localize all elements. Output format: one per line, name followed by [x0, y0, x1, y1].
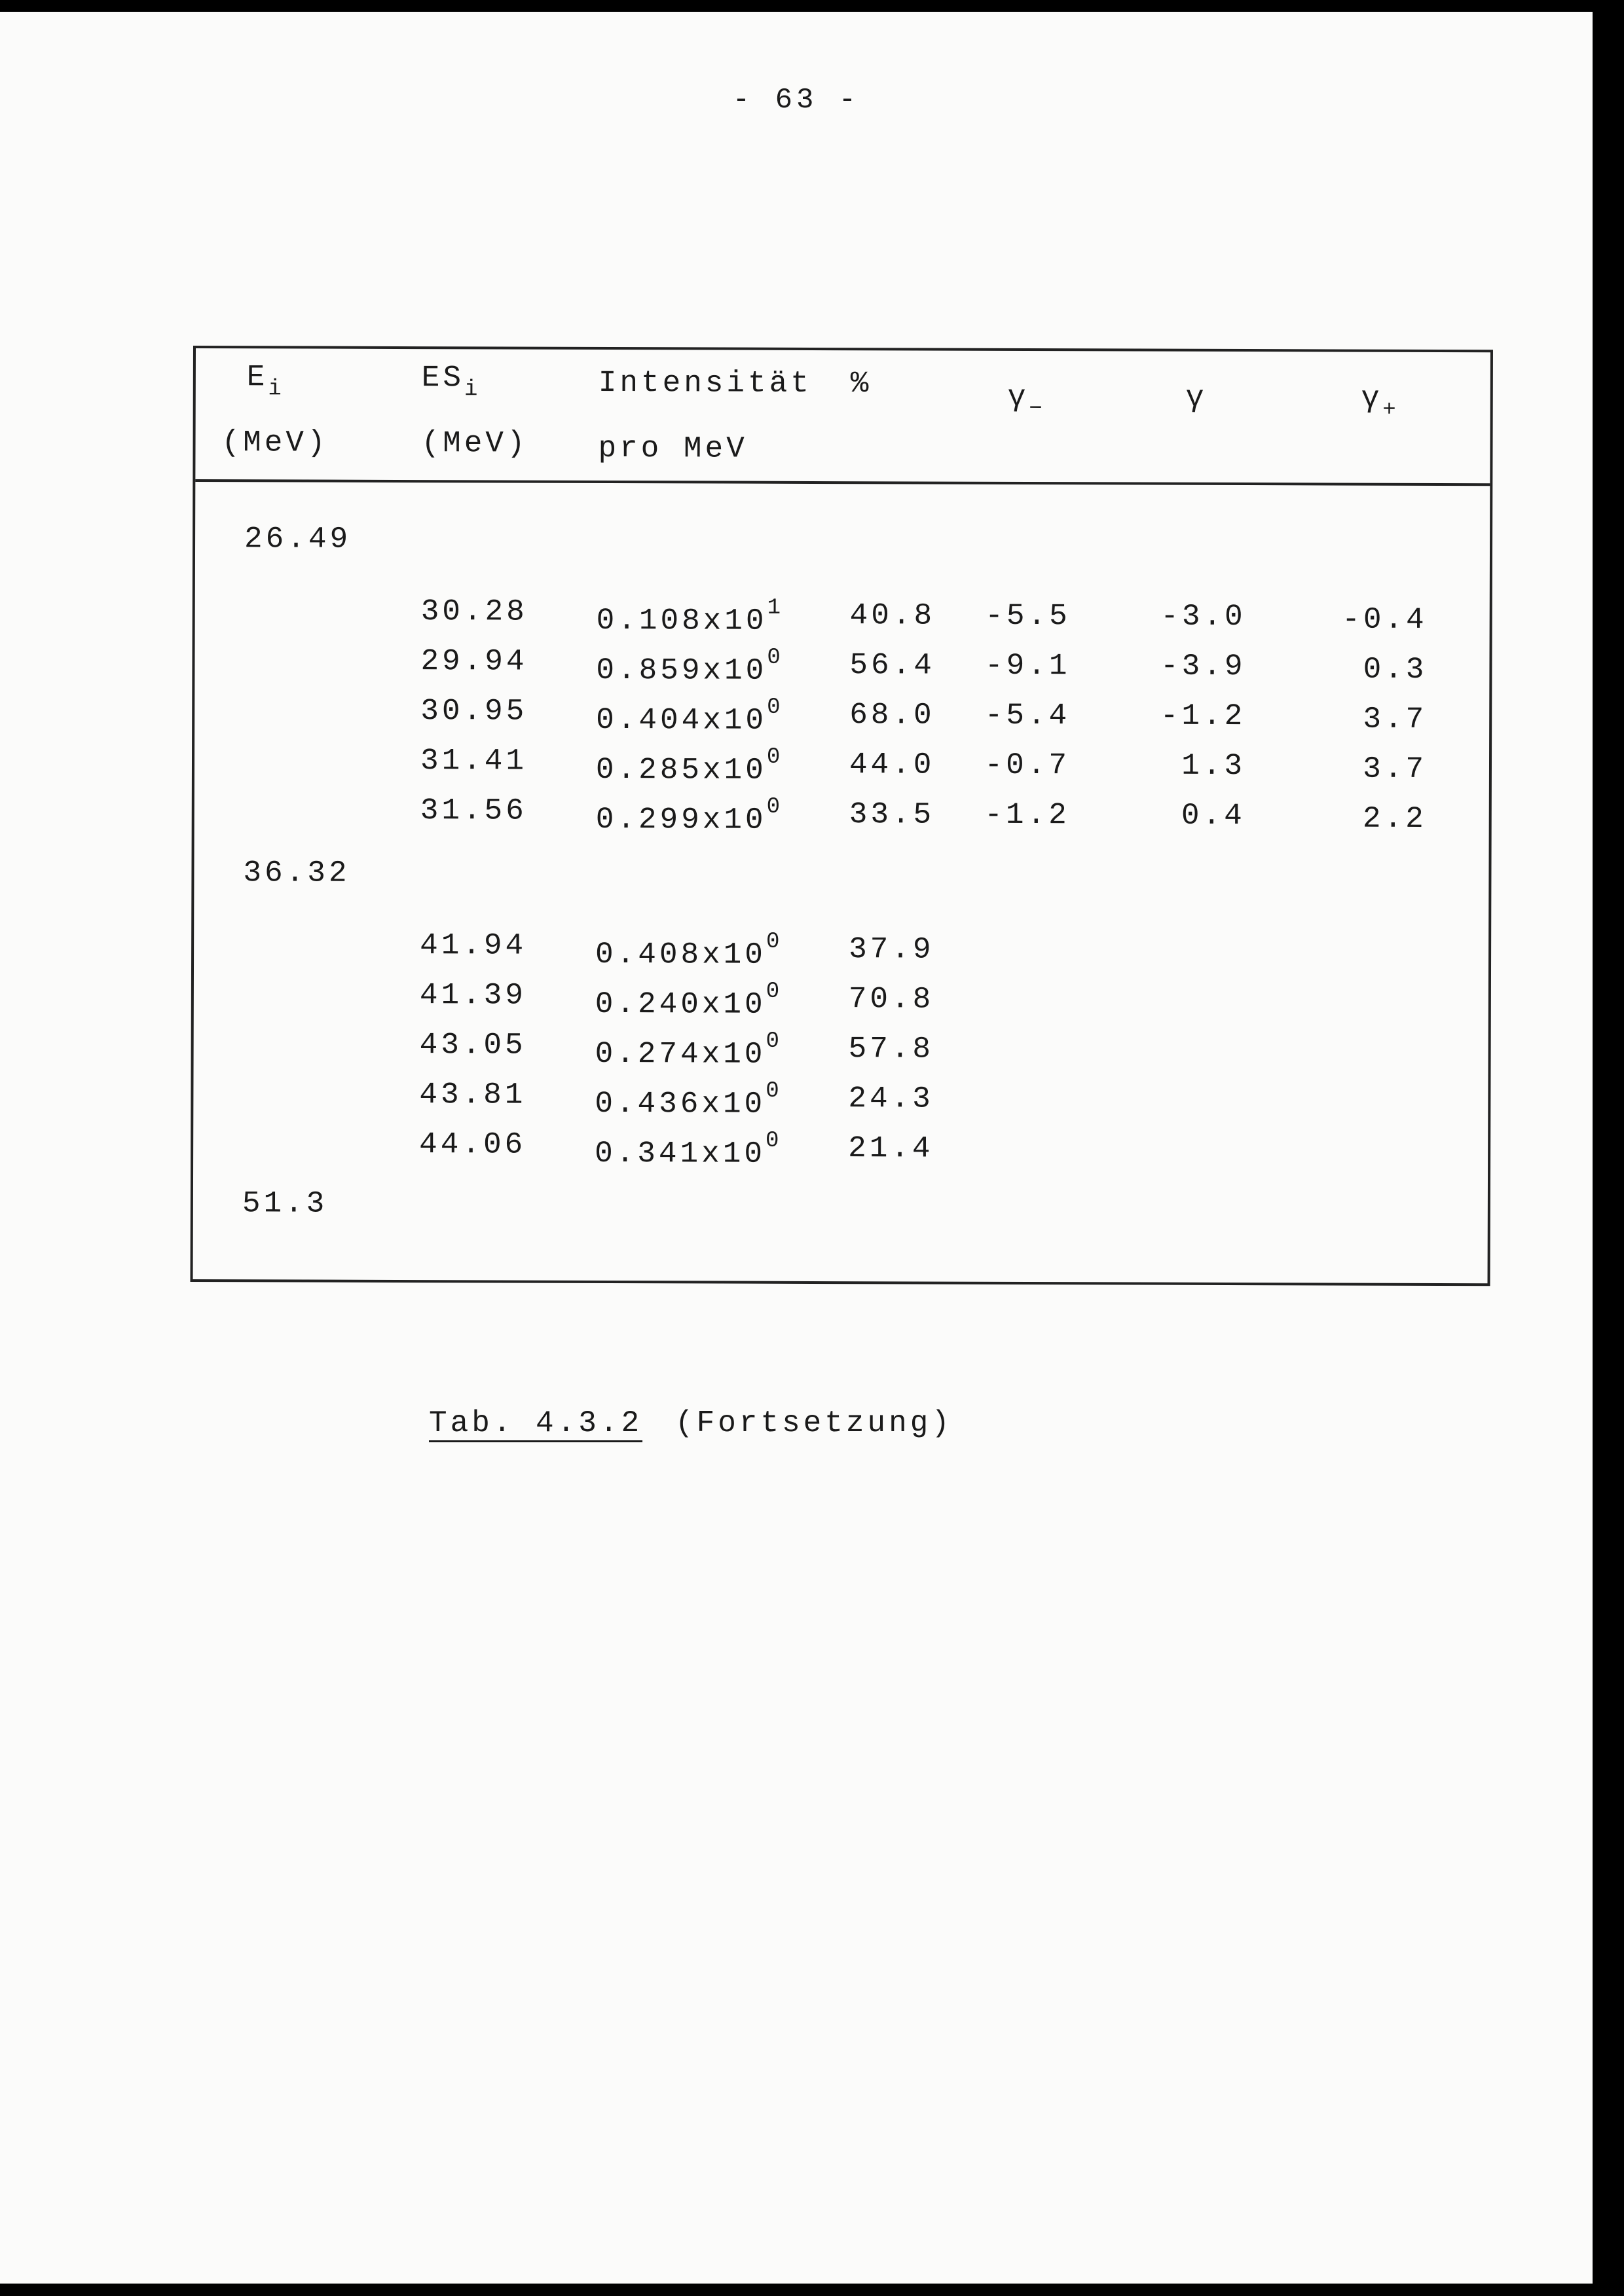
gamma-minus-value: -5.5 — [985, 598, 1071, 634]
percent-value: 57.8 — [848, 1032, 934, 1066]
intensity-mantissa: 0.408x10 — [595, 937, 767, 972]
gamma-plus-value: 0.3 — [1363, 652, 1428, 687]
intensity-exponent: 1 — [767, 595, 781, 621]
intensity-exponent: 0 — [766, 929, 780, 955]
gamma-value: -3.9 — [1160, 649, 1246, 684]
intensity-mantissa: 0.859x10 — [596, 653, 767, 688]
intensity-exponent: 0 — [766, 794, 781, 820]
header-esi: $ES_i$ — [421, 361, 481, 403]
header-divider — [195, 479, 1490, 486]
header-intensity: Intensität — [598, 365, 812, 401]
esi-value: 31.56 — [420, 793, 527, 828]
header-gamma-minus: $\gamma_-$ — [1007, 380, 1046, 422]
gamma-value: 0.4 — [1181, 798, 1246, 833]
gamma-minus-value: -9.1 — [984, 648, 1071, 683]
intensity-exponent: 0 — [766, 979, 780, 1004]
esi-value: 43.81 — [419, 1078, 526, 1112]
header-ei-unit: (MeV) — [221, 426, 329, 460]
esi-value: 41.39 — [419, 978, 526, 1013]
gamma-value: -3.0 — [1160, 599, 1246, 634]
esi-value: 31.41 — [420, 744, 528, 778]
percent-value: 33.5 — [849, 797, 935, 832]
intensity-mantissa: 0.285x10 — [595, 752, 767, 788]
intensity-mantissa: 0.436x10 — [595, 1086, 766, 1121]
intensity-exponent: 0 — [765, 1128, 779, 1154]
gamma-value: -1.2 — [1160, 699, 1246, 734]
intensity-value — [596, 645, 780, 688]
intensity-value — [597, 595, 781, 638]
esi-value: 29.94 — [420, 644, 528, 679]
header-ei: $E_i$ — [246, 360, 285, 402]
esi-value: 30.28 — [420, 594, 528, 629]
intensity-exponent: 0 — [766, 1029, 779, 1054]
header-intensity-unit: pro MeV — [598, 431, 748, 466]
intensity-value — [595, 929, 779, 972]
header-gamma-plus: $\gamma_+$ — [1361, 381, 1399, 423]
intensity-value — [595, 979, 779, 1022]
intensity-exponent: 0 — [767, 695, 781, 720]
header-percent: % — [850, 367, 872, 401]
intensity-value — [596, 794, 780, 837]
intensity-exponent: 0 — [766, 744, 781, 770]
caption-text: (Fortsetzung) — [675, 1406, 953, 1440]
header-gamma: γ — [1185, 380, 1208, 415]
percent-value: 68.0 — [849, 698, 935, 733]
document-page — [0, 12, 1593, 2284]
intensity-value — [596, 744, 780, 788]
gamma-plus-value: 2.2 — [1362, 801, 1427, 836]
percent-value: 44.0 — [849, 748, 935, 782]
esi-value: 30.95 — [420, 694, 528, 729]
esi-value: 43.05 — [419, 1028, 526, 1063]
intensity-value — [596, 695, 780, 738]
page-number: - 63 - — [732, 84, 860, 117]
intensity-exponent: 0 — [767, 645, 781, 670]
percent-value: 70.8 — [848, 982, 934, 1017]
intensity-mantissa: 0.240x10 — [595, 987, 766, 1022]
ei-value: 36.32 — [243, 856, 350, 890]
intensity-value — [595, 1078, 779, 1121]
table-caption — [429, 1406, 953, 1440]
gamma-minus-value: -0.7 — [984, 748, 1071, 783]
gamma-plus-value: 3.7 — [1363, 752, 1428, 786]
intensity-exponent: 0 — [766, 1078, 779, 1104]
intensity-mantissa: 0.299x10 — [595, 802, 767, 837]
intensity-mantissa: 0.108x10 — [596, 603, 767, 638]
intensity-mantissa: 0.404x10 — [596, 702, 767, 738]
gamma-plus-value: -0.4 — [1342, 602, 1428, 637]
ei-value: 51.3 — [242, 1186, 328, 1221]
esi-value: 44.06 — [419, 1127, 526, 1162]
percent-value: 56.4 — [849, 648, 935, 683]
gamma-plus-value: 3.7 — [1363, 702, 1428, 737]
percent-value: 40.8 — [849, 598, 936, 633]
gamma-value: 1.3 — [1181, 748, 1246, 784]
caption-label: Tab. 4.3.2 — [429, 1406, 643, 1440]
intensity-mantissa: 0.341x10 — [595, 1136, 766, 1171]
intensity-value — [595, 1128, 779, 1171]
esi-value: 41.94 — [420, 928, 527, 963]
percent-value: 24.3 — [848, 1082, 934, 1116]
gamma-minus-value: -5.4 — [984, 698, 1071, 733]
header-esi-unit: (MeV) — [421, 426, 528, 461]
intensity-value — [595, 1029, 779, 1072]
ei-value: 26.49 — [244, 522, 352, 556]
gamma-minus-value: -1.2 — [984, 797, 1070, 833]
percent-value: 37.9 — [849, 932, 934, 967]
intensity-mantissa: 0.274x10 — [595, 1036, 766, 1072]
data-table — [191, 346, 1493, 1286]
percent-value: 21.4 — [848, 1131, 934, 1166]
